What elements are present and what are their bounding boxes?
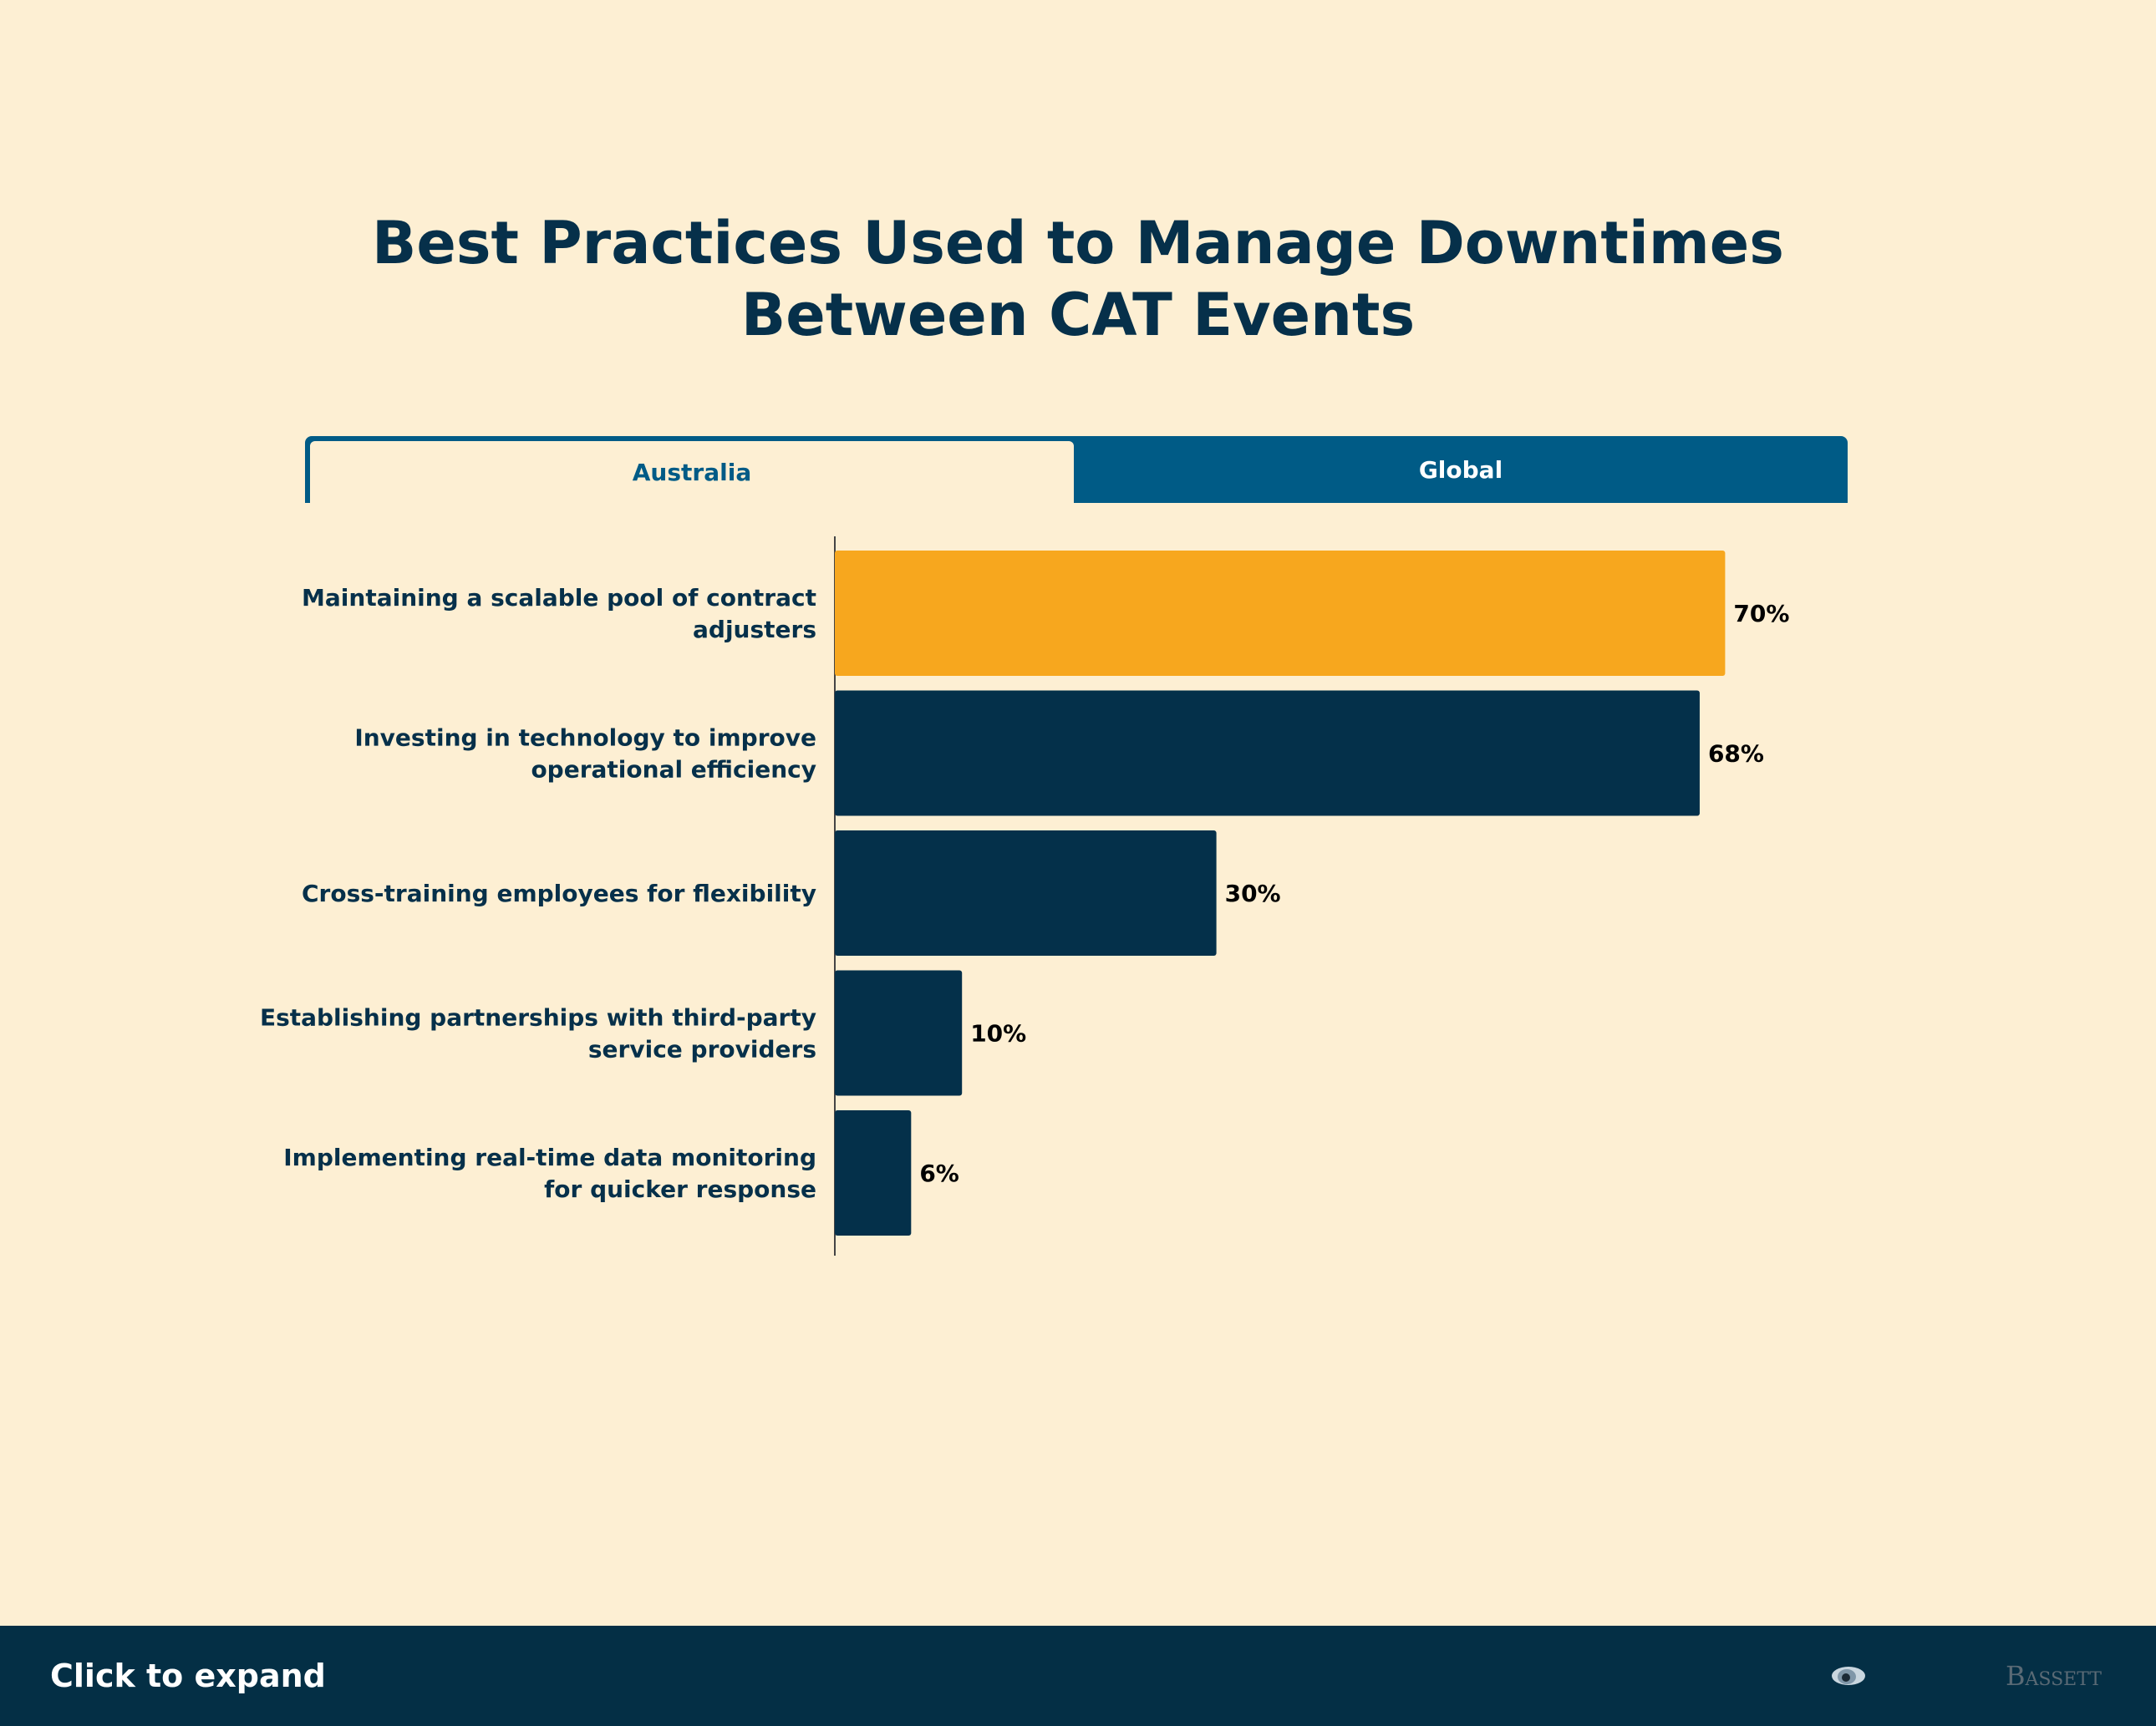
category-label-line: Implementing real-time data monitoring bbox=[283, 1144, 816, 1171]
category-label-line: Establishing partnerships with third-party bbox=[259, 1003, 816, 1032]
bar-value-label: 10% bbox=[970, 1019, 1027, 1048]
bar bbox=[835, 691, 1700, 816]
category-label-line: service providers bbox=[587, 1035, 816, 1064]
brand-logo: Bassett bbox=[2006, 1660, 2102, 1692]
tab-global[interactable]: Global bbox=[1418, 455, 1503, 484]
eye-logo-icon bbox=[1830, 1664, 1867, 1688]
chart-title bbox=[0, 207, 2156, 351]
bar bbox=[835, 971, 962, 1096]
category-label-line: operational efficiency bbox=[531, 755, 816, 784]
bar-value-label: 6% bbox=[919, 1160, 959, 1187]
bar-value-label: 30% bbox=[1224, 880, 1281, 907]
category-label bbox=[302, 584, 816, 643]
chart-title-line-1: Best Practices Used to Manage Downtimes bbox=[372, 209, 1784, 277]
category-label-line: Maintaining a scalable pool of contract bbox=[302, 584, 816, 612]
footer-bar bbox=[0, 1626, 2156, 1726]
category-label bbox=[354, 724, 816, 784]
tab-australia[interactable]: Australia bbox=[310, 441, 1074, 503]
category-label-line: Investing in technology to improve bbox=[354, 723, 816, 752]
bar bbox=[835, 830, 1217, 956]
expand-button[interactable]: Click to expand bbox=[50, 1657, 326, 1694]
bar bbox=[835, 1110, 911, 1236]
bar-value-label: 70% bbox=[1733, 600, 1790, 627]
bar bbox=[835, 551, 1725, 676]
category-label-line: Cross-training employees for flexibility bbox=[301, 880, 816, 907]
chart-title-line-2: Between CAT Events bbox=[740, 281, 1416, 349]
category-label-line: for quicker response bbox=[544, 1175, 816, 1203]
bar-value-label: 68% bbox=[1707, 739, 1764, 768]
region-tabs bbox=[305, 436, 1848, 503]
category-label bbox=[302, 880, 816, 907]
category-label bbox=[260, 1004, 816, 1064]
category-label bbox=[283, 1144, 816, 1203]
category-label-line: adjusters bbox=[693, 616, 816, 643]
